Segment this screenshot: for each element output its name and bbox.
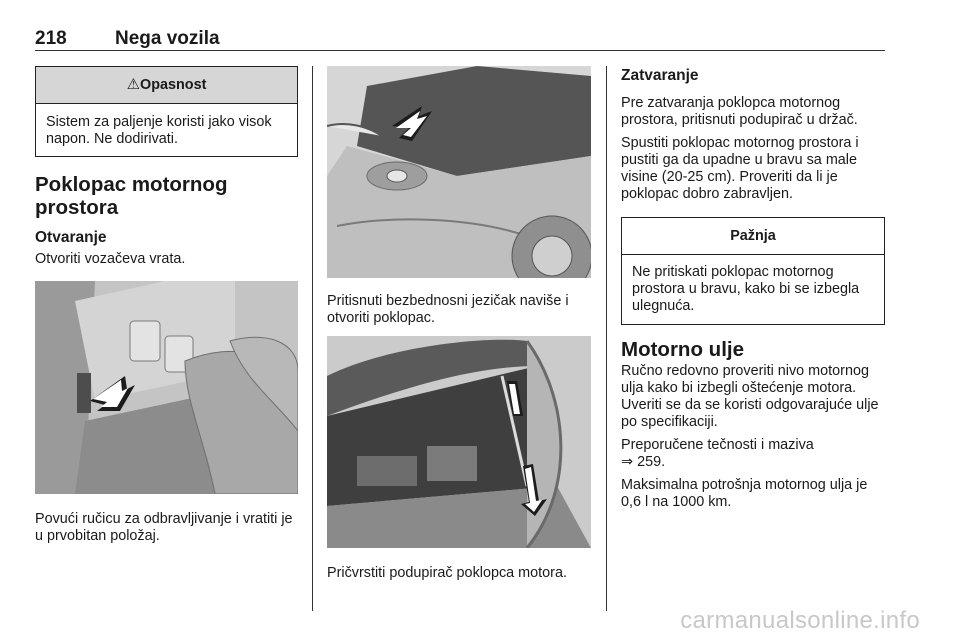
page-header — [35, 26, 885, 52]
figure-release-lever — [35, 281, 298, 494]
page-reference-number[interactable]: 259. — [637, 454, 666, 470]
column-divider-2 — [606, 66, 607, 611]
caution-box-title: Pažnja — [622, 218, 884, 255]
hood-opening-subtitle: Otvaranje — [35, 229, 107, 246]
caution-box-text: Ne pritiskati poklopac motornog prostora u bravu, kako bi se izbegla ulegnuća. — [632, 264, 860, 314]
page-reference-icon: ⇒ — [621, 454, 634, 470]
chapter-title: Nega vozila — [115, 28, 220, 49]
watermark: carmanualsonline.info — [680, 607, 920, 634]
oil-para-2 — [621, 437, 885, 471]
oil-para-1: Ručno redovno proveriti nivo motornog ulja kako bi izbegli oštećenje motora. Uveriti se da se koristi odgovarajuće ulje po specifikaciji. — [621, 363, 879, 430]
danger-box-title: Opasnost — [140, 77, 207, 93]
figure-safety-catch — [327, 66, 591, 278]
oil-section-title: Motorno ulje — [621, 338, 744, 361]
support-rod-illustration — [327, 336, 591, 548]
step-fasten-rod: Pričvrstiti podupirač poklopca motora. — [327, 565, 567, 581]
page-number: 218 — [35, 28, 67, 49]
step-pull-lever: Povući ručicu za odbravljivanje i vratiti je u prvobitan položaj. — [35, 511, 293, 544]
column-2 — [327, 66, 591, 582]
step-press-catch: Pritisnuti bezbednosni jezičak naviše i otvoriti poklopac. — [327, 293, 569, 326]
header-rule — [35, 50, 885, 51]
release-lever-illustration — [35, 281, 298, 494]
step-open-door: Otvoriti vozačeva vrata. — [35, 251, 186, 267]
column-divider-1 — [312, 66, 313, 611]
column-1 — [35, 66, 298, 545]
oil-para-3: Maksimalna potrošnja motornog ulja je 0,6 l na 1000 km. — [621, 477, 868, 510]
closing-para-2: Spustiti poklopac motornog prostora i pustiti ga da upadne u bravu sa male visine (20-25 cm). Proveriti da li je poklopac dobro zabravljen. — [621, 135, 859, 202]
oil-fluids-text: Preporučene tečnosti i maziva — [621, 437, 814, 453]
closing-para-1: Pre zatvaranja poklopca motornog prostora, pritisnuti podupirač u držač. — [621, 95, 858, 128]
hood-section-title: Poklopac motornog prostora — [35, 173, 228, 219]
danger-box-text: Sistem za paljenje koristi jako visok napon. Ne dodirivati. — [46, 114, 272, 147]
danger-box — [35, 66, 298, 157]
safety-catch-illustration — [327, 66, 591, 278]
closing-subtitle: Zatvaranje — [621, 67, 699, 84]
warning-triangle-icon: ⚠ — [126, 76, 141, 93]
figure-support-rod — [327, 336, 591, 548]
caution-box — [621, 217, 885, 325]
danger-box-header — [36, 67, 297, 104]
column-3 — [621, 66, 885, 511]
